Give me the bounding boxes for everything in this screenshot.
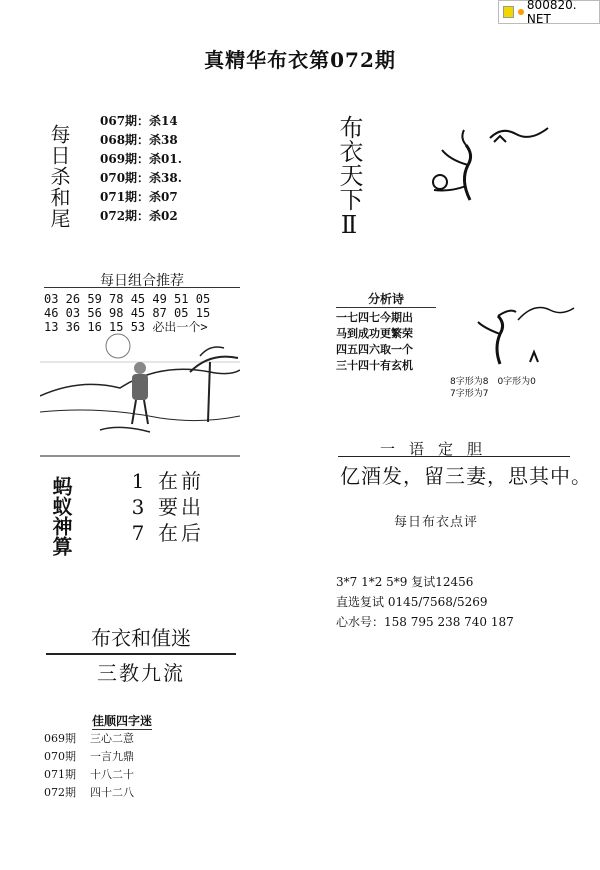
ant-text: 在后 [158,521,204,545]
ant-line [124,520,204,546]
poem-line: 马到成功更繁荣 [336,327,413,340]
riddle-title: 布衣和值迷 [46,622,236,655]
analysis-poem [336,290,436,374]
combo-title: 每日组合推荐 [44,270,240,290]
period-label: 070期 [44,750,76,763]
ant-number: 7 [131,521,145,545]
ant-number: 3 [131,495,145,519]
page-title: 真精华布衣第072期 [204,48,396,72]
poem-title: 分析诗 [336,290,436,308]
period-label: 071期 [44,768,76,781]
buyi-tianxia-heading: 布衣天下Ⅱ [335,115,363,239]
ink-tree-illustration [470,298,580,368]
review-line: 直选复试 0145/7568/5269 [336,595,488,609]
shape-notes [450,376,536,400]
riddle-answer: 三教九流 [97,661,185,685]
favicon-icon [503,6,514,18]
riddle-text: 三心二意 [90,732,134,745]
riddle-text: 四十二八 [90,786,134,799]
poem-line: 一七四七今期出 [336,311,413,324]
poem-lines [336,310,436,374]
review-line: 3*7 1*2 5*9 复试12456 [336,575,474,589]
site-badge[interactable] [498,0,600,24]
period-label: 072期 [44,786,76,799]
list-item: 071期：杀07 [100,190,178,204]
ant-number: 1 [131,469,145,493]
review-title: 每日布衣点评 [394,515,479,530]
review-line: 心水号：158 795 238 740 187 [336,615,514,629]
combo-row: 03 26 59 78 45 49 51 05 [44,292,211,306]
ant-text: 在前 [158,469,204,493]
period-label: 069期 [44,732,76,745]
yiyu-text: 亿酒发，留三妻，思其中。 [340,464,592,488]
ant-text: 要出 [158,495,204,519]
list-item: 070期：杀38. [100,171,182,185]
four-char-title: 佳顺四字迷 [92,714,153,728]
list-item [44,784,134,802]
list-item [44,730,134,748]
farmer-landscape-illustration [40,332,240,460]
four-char-list [44,730,134,802]
shape-note: 8字形为8 0字形为0 [450,377,536,387]
divider [338,456,570,457]
list-item [44,748,134,766]
combo-rows [44,292,240,334]
combo-recommendation [44,270,240,334]
orange-dot-icon [518,9,524,15]
list-item: 069期：杀01. [100,152,182,166]
list-item: 067期：杀14 [100,114,178,128]
list-item [44,766,134,784]
shape-note: 7字形为7 [450,389,489,399]
poem-line: 三十四十有玄机 [336,359,413,372]
ink-bird-illustration [430,120,580,210]
site-badge-text: 800820. NET [526,0,577,26]
riddle-text: 十八二十 [90,768,134,781]
ant-lines [124,468,204,546]
poem-line: 四五四六取一个 [336,343,413,356]
review-lines [336,572,514,632]
yiyu-title: 一语定胆 [380,440,497,458]
ant-line [124,468,204,494]
combo-row: 13 36 16 15 53 必出一个> [44,320,208,334]
list-item: 068期：杀38 [100,133,178,147]
daily-kill-label: 每日杀和尾 [47,124,71,229]
riddle-text: 一言九鼎 [90,750,134,763]
riddle-box [46,622,236,686]
daily-kill-list [100,112,182,226]
ant-label: 蚂蚁神算 [49,476,73,556]
combo-row: 46 03 56 98 45 87 05 15 [44,306,211,320]
ant-line [124,494,204,520]
list-item: 072期：杀02 [100,209,178,223]
